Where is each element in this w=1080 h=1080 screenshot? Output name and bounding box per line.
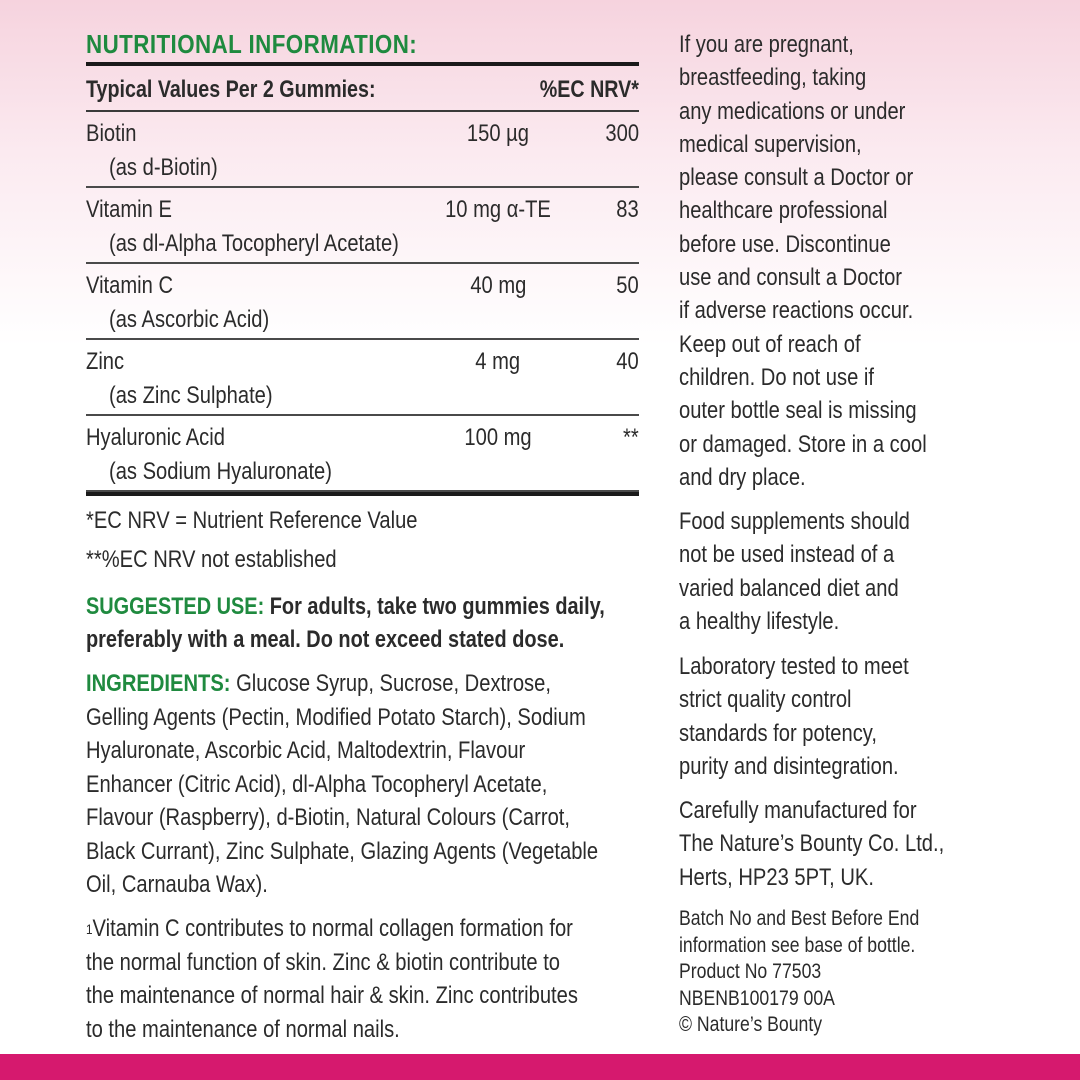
table-header: [86, 66, 639, 110]
nutrition-table: [86, 62, 639, 496]
footnote-not-established: **%EC NRV not established: [86, 546, 337, 573]
nutrient-name: Zinc: [86, 348, 125, 375]
table-row: [86, 112, 639, 188]
nutrient-amount: 10 mg α-TE: [445, 196, 551, 223]
food-supplements-text: Food supplements should not be used instead of a varied balanced diet and a healthy lifestyle.: [679, 508, 910, 635]
nutrient-amount: 40 mg: [469, 272, 527, 299]
nutrient-name: Vitamin C: [86, 272, 174, 299]
nutrition-heading: NUTRITIONAL INFORMATION:: [86, 29, 418, 59]
nutrient-source: (as Sodium Hyaluronate): [109, 458, 332, 485]
nutrient-source: (as dl-Alpha Tocopheryl Acetate): [109, 230, 399, 257]
nutrient-nrv: 50: [616, 272, 639, 299]
table-bottom-rule: [86, 492, 639, 496]
suggested-use: [86, 590, 711, 656]
claims-superscript: 1: [86, 921, 93, 937]
nutrient-source: (as Zinc Sulphate): [109, 382, 273, 409]
ingredients: [86, 667, 696, 902]
nutrient-name: Vitamin E: [86, 196, 172, 223]
ingredients-line: Gelling Agents (Pectin, Modified Potato Starch), Sodium: [86, 703, 586, 731]
ingredients-line: Enhancer (Citric Acid), dl-Alpha Tocopheryl Acetate,: [86, 770, 548, 798]
ingredients-line: Glucose Syrup, Sucrose, Dextrose,: [236, 670, 551, 697]
ingredients-line: Black Currant), Zinc Sulphate, Glazing Agents (Vegetable: [86, 837, 599, 865]
claims-line: Vitamin C contributes to normal collagen formation for: [92, 915, 573, 942]
ingredients-label: INGREDIENTS:: [86, 670, 231, 697]
table-row: [86, 188, 639, 264]
table-row: [86, 416, 639, 492]
footnote-nrv: *EC NRV = Nutrient Reference Value: [86, 507, 418, 534]
nutrient-nrv: 300: [605, 120, 639, 147]
health-claims: [86, 912, 672, 1046]
nutrient-nrv: 40: [616, 348, 639, 375]
claims-line: the normal function of skin. Zinc & biotin contribute to: [86, 948, 561, 976]
nutrient-source: (as Ascorbic Acid): [109, 306, 270, 333]
nutrient-amount: 4 mg: [475, 348, 521, 375]
ingredients-line: Flavour (Raspberry), d-Biotin, Natural Colours (Carrot,: [86, 804, 570, 831]
nutrient-amount: 150 µg: [466, 120, 530, 147]
bottom-pink-band: [0, 1054, 1080, 1080]
nutrient-source: (as d-Biotin): [109, 154, 218, 181]
suggested-use-label: SUGGESTED USE:: [86, 593, 265, 620]
table-row: [86, 340, 639, 416]
manufacturer-text: Carefully manufactured for The Nature’s Bounty Co. Ltd., Herts, HP23 5PT, UK.: [679, 797, 945, 891]
header-typical-values: Typical Values Per 2 Gummies:: [86, 76, 376, 103]
nutrient-amount: 100 mg: [464, 424, 532, 451]
nutrient-name: Hyaluronic Acid: [86, 424, 225, 451]
batch-info: Batch No and Best Before End information see base of bottle. Product No 77503 NBENB100179 00A © Nature’s Bounty: [679, 907, 920, 1037]
lab-tested-text: Laboratory tested to meet strict quality control standards for potency, purity and disintegration.: [679, 653, 909, 780]
claims-line: to the maintenance of normal nails.: [86, 1015, 400, 1043]
warning-text: If you are pregnant, breastfeeding, taking any medications or under medical supervision, please consult a Doctor or healthcare professional before use. Discontinue use and consult a Doctor if adverse reactions occur. Keep out of reach of children. Do not use if outer bottle seal is missing or damaged. Store in a cool and dry place.: [679, 31, 927, 491]
header-nrv: %EC NRV*: [539, 76, 639, 103]
ingredients-line: Hyaluronate, Ascorbic Acid, Maltodextrin, Flavour: [86, 737, 526, 764]
nutrient-nrv: 83: [616, 196, 639, 223]
nutrient-nrv: **: [623, 424, 639, 451]
suggested-use-text: preferably with a meal. Do not exceed stated dose.: [86, 626, 565, 653]
nutrient-name: Biotin: [86, 120, 137, 147]
claims-line: the maintenance of normal hair & skin. Zinc contributes: [86, 982, 578, 1009]
suggested-use-text: For adults, take two gummies daily,: [269, 593, 605, 620]
table-row: [86, 264, 639, 340]
ingredients-line: Oil, Carnauba Wax).: [86, 871, 268, 898]
